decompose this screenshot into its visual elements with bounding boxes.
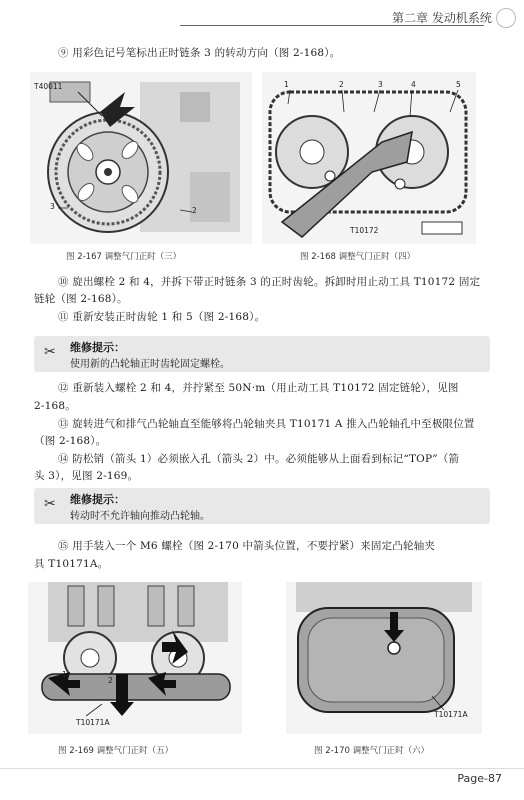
fig169-label-1: 1 — [62, 670, 67, 679]
tip-body: 转动时不允许轴向推动凸轮轴。 — [70, 511, 210, 522]
step-13-line2: （图 2-168）。 — [34, 435, 107, 447]
fig167-label-3: 3 — [50, 202, 55, 211]
fig168-label-2: 2 — [339, 80, 344, 89]
step-14-line2: 头 3），见图 2-169。 — [34, 470, 139, 482]
step-10-line2: 链轮（图 2-168）。 — [34, 293, 128, 305]
fig167-label-tool: T40011 — [34, 82, 63, 91]
fig168-label-4: 4 — [411, 80, 416, 89]
step-12-line1: ⑫ 重新装入螺栓 2 和 4，并拧紧至 50N·m（用止动工具 T10172 固定链轮），见图 — [58, 382, 459, 394]
fig169-label-2: 2 — [108, 676, 113, 685]
logo-watermark — [496, 8, 516, 28]
fig168-label-tool: T10172 — [350, 226, 379, 235]
page-number: Page-87 — [457, 772, 502, 785]
fig168-label-3: 3 — [378, 80, 383, 89]
fig168-label-5: 5 — [456, 80, 461, 89]
step-10-line1: ⑩ 旋出螺栓 2 和 4，并拆下带正时链条 3 的正时齿轮。拆卸时用止动工具 T10172 固定 — [58, 276, 481, 288]
step-15-line2: 具 T10171A。 — [34, 558, 109, 570]
fig168-caption: 图 2-168 调整气门正时（四） — [300, 252, 416, 262]
figure-2-169 — [28, 582, 242, 734]
chapter-title: 第二章 发动机系统 — [392, 11, 492, 25]
maintenance-tip-1 — [34, 336, 490, 372]
step-12-line2: 2-168。 — [34, 400, 76, 412]
wrench-icon: ✂ — [44, 496, 56, 512]
tip-title: 维修提示： — [70, 341, 125, 354]
maintenance-tip-2 — [34, 488, 490, 524]
step-13-line1: ⑬ 旋转进气和排气凸轮轴直至能够将凸轮轴夹具 T10171 A 推入凸轮轴孔中至极限位置 — [58, 418, 475, 430]
fig167-label-2: 2 — [192, 206, 197, 215]
step-11: ⑪ 重新安装正时齿轮 1 和 5（图 2-168）。 — [58, 311, 266, 323]
fig170-caption: 图 2-170 调整气门正时（六） — [314, 746, 430, 756]
fig169-label-tool: T10171A — [76, 718, 110, 727]
step-9: ⑨ 用彩色记号笔标出正时链条 3 的转动方向（图 2-168）。 — [58, 47, 341, 59]
figure-2-168 — [262, 72, 476, 244]
fig169-caption: 图 2-169 调整气门正时（五） — [58, 746, 174, 756]
fig168-label-1: 1 — [284, 80, 289, 89]
fig170-label-tool: T10171A — [434, 710, 468, 719]
step-14-line1: ⑭ 防松销（箭头 1）必须嵌入孔（箭头 2）中。必须能够从上面看到标记“TOP”（箭 — [58, 453, 460, 465]
figure-2-167 — [30, 72, 252, 244]
fig167-caption: 图 2-167 调整气门正时（三） — [66, 252, 182, 262]
tip-body: 使用新的凸轮轴正时齿轮固定螺栓。 — [70, 359, 230, 370]
footer-rule — [0, 768, 524, 769]
tip-title: 维修提示： — [70, 493, 125, 506]
step-15-line1: ⑮ 用手装入一个 M6 螺栓（图 2-170 中箭头位置，不要拧紧）来固定凸轮轴夹 — [58, 540, 436, 552]
wrench-icon: ✂ — [44, 344, 56, 360]
